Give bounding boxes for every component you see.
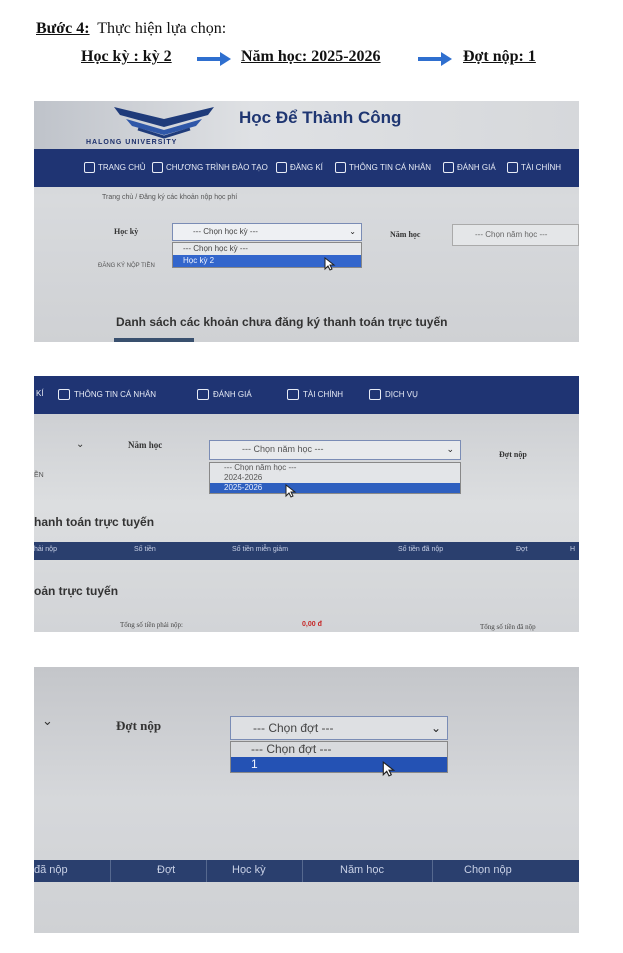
arrow-right-icon (197, 54, 231, 64)
table-header (34, 542, 579, 560)
register-subtitle: ĐĂNG KÝ NỘP TIỀN (98, 263, 155, 269)
year-option-selected[interactable]: 2025-2026 (210, 483, 460, 493)
column-header: Đợt (157, 864, 176, 876)
semester-select[interactable]: --- Chọn học kỳ --- ⌄ (172, 223, 362, 241)
year-label: Năm học (128, 440, 163, 450)
step-label: Bước 4: (36, 20, 90, 37)
step-text: Thực hiện lựa chọn: (97, 20, 227, 37)
year-option[interactable]: 2024-2026 (224, 473, 263, 482)
column-header: Đợt (516, 546, 528, 553)
nav-personal-info[interactable]: THÔNG TIN CÁ NHÂN (58, 389, 156, 400)
nav-finance[interactable]: TÀI CHÍNH (507, 162, 561, 173)
nav-evaluation[interactable]: ĐÁNH GIÁ (443, 162, 496, 173)
flow-year: Năm học: 2025-2026 (241, 48, 381, 65)
main-nav (34, 149, 579, 187)
finance-icon (287, 389, 299, 400)
edit-icon (276, 162, 287, 173)
id-card-icon (335, 162, 346, 173)
round-label: Đợt nộp (116, 718, 162, 733)
column-divider (206, 860, 207, 882)
home-icon (84, 162, 95, 173)
nav-personal-info[interactable]: THÔNG TIN CÁ NHÂN (335, 162, 431, 173)
nav-home[interactable]: TRANG CHỦ (84, 162, 146, 173)
main-nav (34, 376, 579, 414)
online-payment-heading: hanh toán trực tuyến (34, 515, 155, 529)
round-option-selected[interactable]: 1 (231, 757, 447, 772)
nav-curriculum[interactable]: CHƯƠNG TRÌNH ĐÀO TẠO (152, 162, 268, 173)
brand-name: HALONG UNIVERSITY (86, 139, 178, 146)
column-header: hải nộp (34, 546, 57, 553)
nav-register[interactable]: ĐĂNG KÍ (276, 162, 323, 173)
list-icon (197, 389, 209, 400)
year-select[interactable]: --- Chọn năm học --- (452, 224, 579, 246)
table-header (34, 860, 579, 882)
chevron-down-icon: ⌄ (430, 721, 441, 735)
column-header: Số tiền (134, 546, 156, 553)
site-slogan: Học Để Thành Công (239, 108, 402, 127)
round-option[interactable]: --- Chọn đợt --- (251, 742, 332, 756)
arrow-right-icon (418, 54, 452, 64)
book-icon (152, 162, 163, 173)
column-header: Năm học (340, 864, 385, 876)
screenshot-year (34, 376, 579, 632)
chevron-down-icon[interactable]: ⌄ (42, 713, 53, 728)
column-divider (432, 860, 433, 882)
total-due-label: Tổng số tiền phải nộp: (120, 621, 183, 629)
chevron-down-icon: ⌄ (349, 227, 356, 236)
breadcrumb: Trang chủ / Đăng ký các khoản nộp học phí (102, 194, 238, 201)
column-divider (110, 860, 111, 882)
column-header: Số tiền miễn giảm (232, 546, 289, 553)
column-header: đã nộp (34, 864, 68, 876)
step-title (36, 20, 226, 38)
selection-flow (0, 48, 623, 72)
id-card-icon (58, 389, 70, 400)
finance-icon (507, 162, 518, 173)
round-label: Đợt nộp (499, 450, 527, 459)
year-dropdown (209, 462, 461, 494)
column-divider (302, 860, 303, 882)
column-header: Chọn nộp (464, 864, 512, 876)
online-list-heading: oản trực tuyến (34, 584, 119, 598)
clipped-label: ỀN (34, 472, 44, 479)
unpaid-list-heading: Danh sách các khoản chưa đăng ký thanh toán trực tuyến (116, 315, 448, 329)
flow-round: Đợt nộp: 1 (463, 48, 536, 65)
flow-semester: Học kỳ : kỳ 2 (81, 48, 172, 65)
screenshot-round (34, 667, 579, 933)
column-header: H (570, 546, 576, 553)
round-dropdown (230, 741, 448, 773)
cursor-icon (324, 257, 336, 271)
year-option[interactable]: --- Chọn năm học --- (224, 463, 297, 472)
semester-option-selected[interactable]: Học kỳ 2 (173, 255, 361, 267)
cursor-icon (382, 761, 396, 777)
total-due-value: 0,00 đ (302, 621, 322, 628)
nav-services[interactable]: DỊCH VỤ (369, 389, 418, 400)
year-label: Năm học (390, 230, 421, 239)
nav-finance[interactable]: TÀI CHÍNH (287, 389, 343, 400)
screenshot-semester (34, 101, 579, 342)
list-icon (443, 162, 454, 173)
total-paid-label: Tổng số tiền đã nộp (480, 623, 536, 631)
nav-register[interactable]: KÍ (36, 389, 44, 398)
round-select[interactable]: --- Chọn đợt --- ⌄ (230, 716, 448, 740)
chevron-down-icon: ⌄ (446, 444, 454, 454)
nav-evaluation[interactable]: ĐÁNH GIÁ (197, 389, 252, 400)
semester-option[interactable]: --- Chọn học kỳ --- (183, 244, 248, 253)
column-header: Học kỳ (232, 864, 266, 876)
cursor-icon (285, 484, 297, 498)
semester-label: Học kỳ (114, 227, 139, 236)
divider (114, 338, 194, 342)
column-header: Số tiền đã nộp (398, 546, 444, 553)
year-select[interactable]: --- Chọn năm học --- ⌄ (209, 440, 461, 460)
chevron-down-icon[interactable]: ⌄ (76, 439, 85, 450)
service-icon (369, 389, 381, 400)
